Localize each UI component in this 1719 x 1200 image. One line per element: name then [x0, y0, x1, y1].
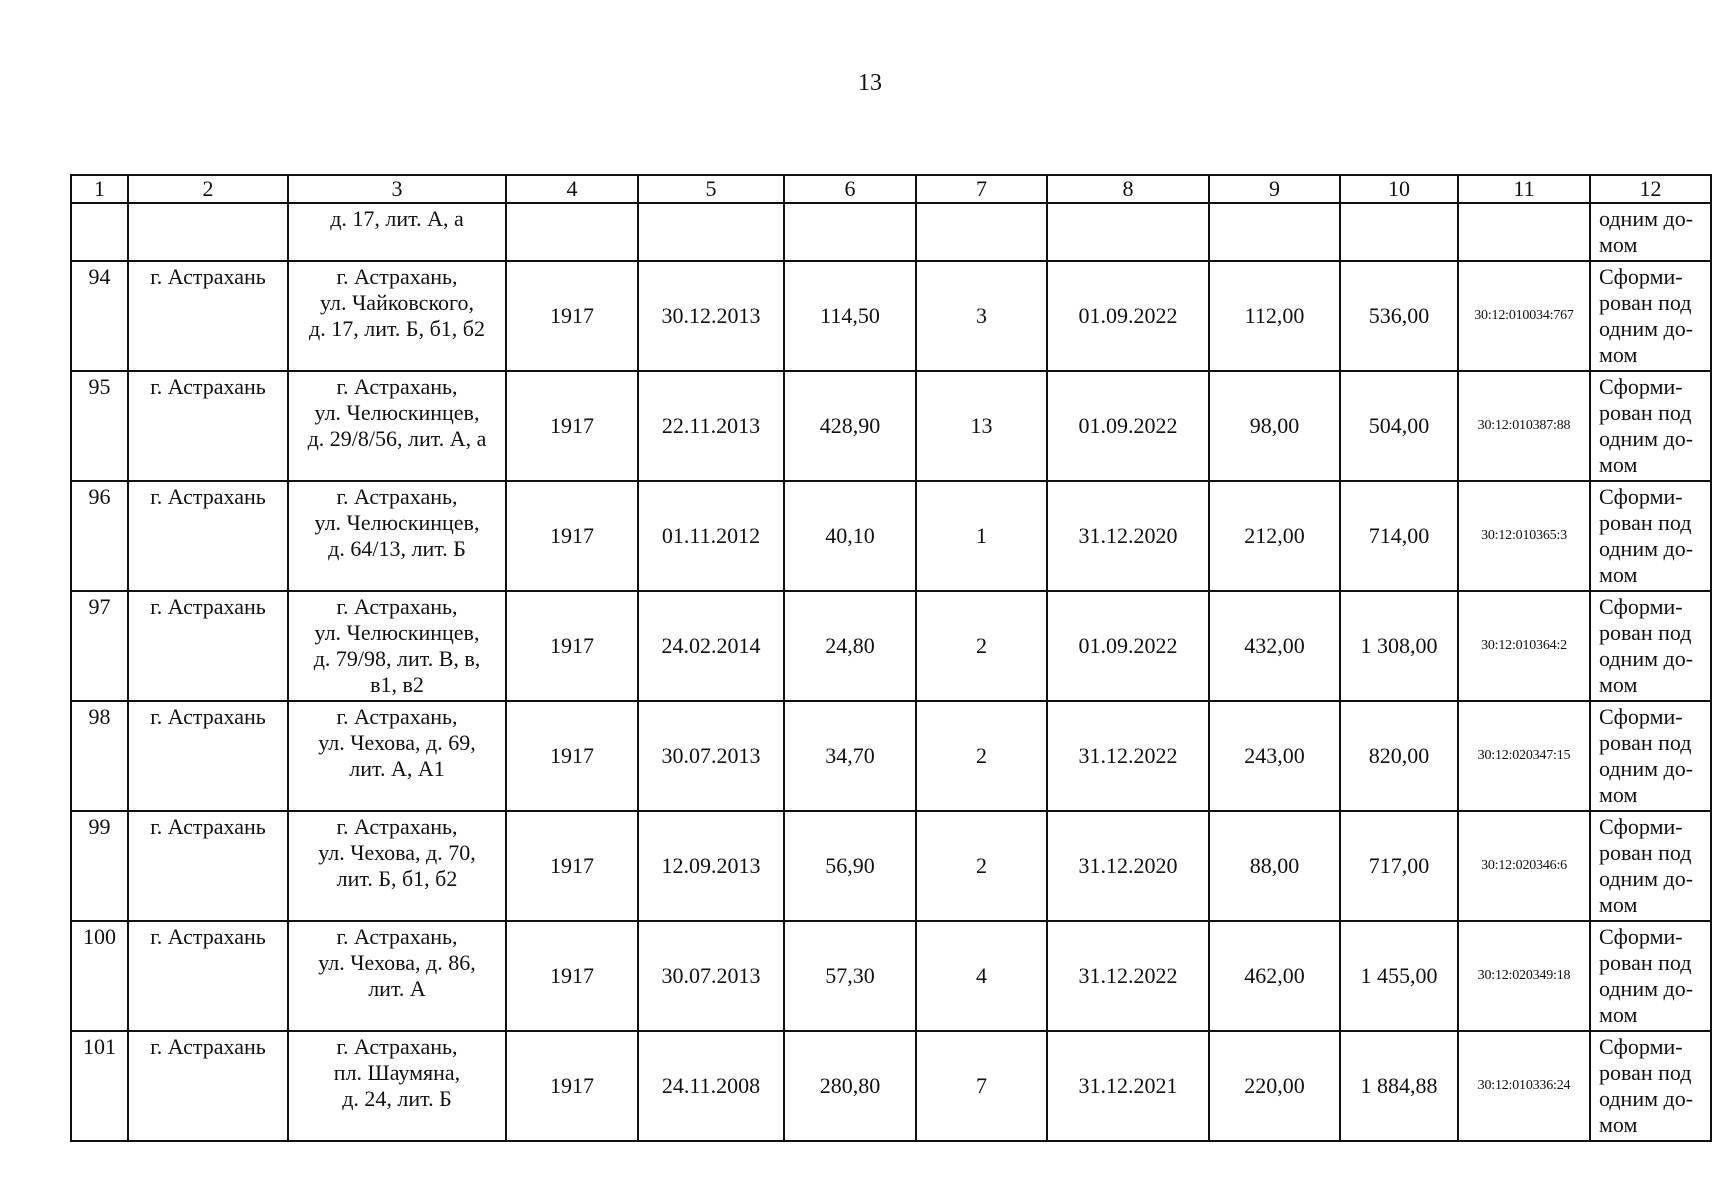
- cell-note: [1590, 591, 1711, 701]
- cell-col9: 243,00: [1209, 701, 1340, 811]
- cell-date: 24.02.2014: [638, 591, 784, 701]
- column-header: 6: [784, 175, 916, 203]
- address-line: ул. Чайковского,: [320, 290, 474, 315]
- registry-table: [70, 174, 1712, 1142]
- address-line: д. 64/13, лит. Б: [328, 536, 466, 561]
- cell-count: 2: [916, 591, 1047, 701]
- cell-city: г. Астрахань: [128, 811, 288, 921]
- cell-col10: 1 308,00: [1340, 591, 1458, 701]
- address-line: лит. А: [368, 976, 426, 1001]
- cell-deadline: 01.09.2022: [1047, 261, 1209, 371]
- column-header: 2: [128, 175, 288, 203]
- cell-cadastral: 30:12:020347:15: [1458, 701, 1590, 811]
- note-line: Сформи-: [1599, 484, 1683, 509]
- cell-year: 1917: [506, 261, 638, 371]
- cell-address: [288, 591, 506, 701]
- note-line: одним до-: [1599, 756, 1694, 781]
- cell-deadline: 31.12.2022: [1047, 701, 1209, 811]
- cell-address: [288, 921, 506, 1031]
- table-row: [71, 701, 1711, 811]
- cell-year: 1917: [506, 371, 638, 481]
- note-line: мом: [1599, 1002, 1638, 1027]
- cell-cadastral: 30:12:010336:24: [1458, 1031, 1590, 1141]
- cell-col10: 717,00: [1340, 811, 1458, 921]
- cell-deadline: 01.09.2022: [1047, 371, 1209, 481]
- cell-date: 30.07.2013: [638, 921, 784, 1031]
- cell-num: 101: [71, 1031, 128, 1141]
- address-line: лит. Б, б1, б2: [336, 866, 458, 891]
- address-line: г. Астрахань,: [336, 594, 458, 619]
- cell-note: [1590, 811, 1711, 921]
- cell-col9: 462,00: [1209, 921, 1340, 1031]
- cell-date: 30.12.2013: [638, 261, 784, 371]
- cell-cadastral: 30:12:020349:18: [1458, 921, 1590, 1031]
- note-line: мом: [1599, 232, 1638, 257]
- cell-address: д. 17, лит. А, а: [288, 203, 506, 261]
- cell-note: [1590, 261, 1711, 371]
- column-header: 7: [916, 175, 1047, 203]
- cell-col9: 88,00: [1209, 811, 1340, 921]
- note-line: одним до-: [1599, 426, 1694, 451]
- cell-year: 1917: [506, 591, 638, 701]
- address-line: д. 79/98, лит. В, в,: [313, 646, 481, 671]
- cell-note: [1590, 371, 1711, 481]
- note-line: Сформи-: [1599, 814, 1683, 839]
- cell-date: 30.07.2013: [638, 701, 784, 811]
- cell-year: 1917: [506, 921, 638, 1031]
- cell-col9: 220,00: [1209, 1031, 1340, 1141]
- continuation-row: [71, 203, 1711, 261]
- cell-city: г. Астрахань: [128, 701, 288, 811]
- cell-cadastral: 30:12:010364:2: [1458, 591, 1590, 701]
- cell-col9: 98,00: [1209, 371, 1340, 481]
- table-row: [71, 371, 1711, 481]
- note-line: одним до-: [1599, 536, 1694, 561]
- cell-date: [638, 203, 784, 261]
- cell-num: [71, 203, 128, 261]
- address-line: г. Астрахань,: [336, 374, 458, 399]
- cell-count: 4: [916, 921, 1047, 1031]
- note-line: рован под: [1599, 950, 1692, 975]
- note-line: рован под: [1599, 400, 1692, 425]
- cell-num: 98: [71, 701, 128, 811]
- address-line: д. 29/8/56, лит. А, а: [307, 426, 487, 451]
- cell-year: 1917: [506, 481, 638, 591]
- cell-address: [288, 261, 506, 371]
- note-line: мом: [1599, 1112, 1638, 1137]
- cell-count: 1: [916, 481, 1047, 591]
- cell-col9: 432,00: [1209, 591, 1340, 701]
- note-line: мом: [1599, 892, 1638, 917]
- cell-col10: 504,00: [1340, 371, 1458, 481]
- cell-note: [1590, 701, 1711, 811]
- cell-num: 97: [71, 591, 128, 701]
- address-line: г. Астрахань,: [336, 814, 458, 839]
- cell-cadastral: 30:12:010387:88: [1458, 371, 1590, 481]
- note-line: Сформи-: [1599, 704, 1683, 729]
- cell-area: 34,70: [784, 701, 916, 811]
- column-header: 5: [638, 175, 784, 203]
- cell-address: [288, 371, 506, 481]
- cell-deadline: 31.12.2020: [1047, 481, 1209, 591]
- cell-deadline: 01.09.2022: [1047, 591, 1209, 701]
- cell-deadline: 31.12.2022: [1047, 921, 1209, 1031]
- cell-cadastral: [1458, 203, 1590, 261]
- cell-num: 95: [71, 371, 128, 481]
- cell-area: 24,80: [784, 591, 916, 701]
- note-line: рован под: [1599, 290, 1692, 315]
- cell-col10: 536,00: [1340, 261, 1458, 371]
- address-line: пл. Шаумяна,: [333, 1060, 461, 1085]
- note-line: рован под: [1599, 730, 1692, 755]
- column-header: 8: [1047, 175, 1209, 203]
- cell-col10: 1 455,00: [1340, 921, 1458, 1031]
- column-header: 10: [1340, 175, 1458, 203]
- cell-year: 1917: [506, 811, 638, 921]
- note-line: Сформи-: [1599, 1034, 1683, 1059]
- cell-deadline: 31.12.2021: [1047, 1031, 1209, 1141]
- table-row: [71, 481, 1711, 591]
- cell-city: г. Астрахань: [128, 481, 288, 591]
- cell-col9: [1209, 203, 1340, 261]
- cell-num: 94: [71, 261, 128, 371]
- address-line: лит. А, А1: [349, 756, 445, 781]
- cell-note: [1590, 481, 1711, 591]
- note-line: одним до-: [1599, 1086, 1694, 1111]
- column-header: 9: [1209, 175, 1340, 203]
- note-line: мом: [1599, 782, 1638, 807]
- note-line: Сформи-: [1599, 594, 1683, 619]
- cell-note: [1590, 203, 1711, 261]
- cell-col10: [1340, 203, 1458, 261]
- cell-cadastral: 30:12:010365:3: [1458, 481, 1590, 591]
- cell-area: 428,90: [784, 371, 916, 481]
- address-line: д. 24, лит. Б: [342, 1086, 452, 1111]
- cell-num: 99: [71, 811, 128, 921]
- cell-note: [1590, 921, 1711, 1031]
- table-row: [71, 591, 1711, 701]
- note-line: мом: [1599, 562, 1638, 587]
- cell-area: 40,10: [784, 481, 916, 591]
- column-header: 1: [71, 175, 128, 203]
- cell-city: г. Астрахань: [128, 371, 288, 481]
- address-line: ул. Челюскинцев,: [314, 510, 480, 535]
- cell-area: 57,30: [784, 921, 916, 1031]
- note-line: рован под: [1599, 840, 1692, 865]
- note-line: одним до-: [1599, 976, 1694, 1001]
- cell-area: 56,90: [784, 811, 916, 921]
- note-line: одним до-: [1599, 646, 1694, 671]
- cell-date: 01.11.2012: [638, 481, 784, 591]
- cell-note: [1590, 1031, 1711, 1141]
- cell-num: 100: [71, 921, 128, 1031]
- cell-address: [288, 811, 506, 921]
- column-header: 12: [1590, 175, 1711, 203]
- cell-count: 2: [916, 811, 1047, 921]
- cell-cadastral: 30:12:020346:6: [1458, 811, 1590, 921]
- cell-count: 13: [916, 371, 1047, 481]
- address-line: г. Астрахань,: [336, 1034, 458, 1059]
- cell-area: 114,50: [784, 261, 916, 371]
- cell-year: 1917: [506, 1031, 638, 1141]
- cell-col10: 820,00: [1340, 701, 1458, 811]
- cell-deadline: 31.12.2020: [1047, 811, 1209, 921]
- address-line: ул. Чехова, д. 86,: [318, 950, 476, 975]
- cell-date: 12.09.2013: [638, 811, 784, 921]
- table-row: [71, 1031, 1711, 1141]
- cell-col10: 714,00: [1340, 481, 1458, 591]
- cell-date: 24.11.2008: [638, 1031, 784, 1141]
- cell-cadastral: 30:12:010034:767: [1458, 261, 1590, 371]
- cell-city: г. Астрахань: [128, 261, 288, 371]
- note-line: мом: [1599, 342, 1638, 367]
- note-line: одним до-: [1599, 316, 1694, 341]
- cell-col10: 1 884,88: [1340, 1031, 1458, 1141]
- address-line: в1, в2: [370, 672, 424, 697]
- address-line: г. Астрахань,: [336, 924, 458, 949]
- cell-date: 22.11.2013: [638, 371, 784, 481]
- note-line: Сформи-: [1599, 374, 1683, 399]
- cell-num: 96: [71, 481, 128, 591]
- cell-col9: 212,00: [1209, 481, 1340, 591]
- cell-city: г. Астрахань: [128, 1031, 288, 1141]
- cell-area: 280,80: [784, 1031, 916, 1141]
- column-header-row: [71, 175, 1711, 203]
- address-line: г. Астрахань,: [336, 484, 458, 509]
- cell-city: [128, 203, 288, 261]
- address-line: ул. Челюскинцев,: [314, 400, 480, 425]
- note-line: мом: [1599, 452, 1638, 477]
- cell-count: 2: [916, 701, 1047, 811]
- address-line: г. Астрахань,: [336, 264, 458, 289]
- cell-year: 1917: [506, 701, 638, 811]
- cell-address: [288, 701, 506, 811]
- page-number: 13: [858, 70, 882, 96]
- cell-count: 7: [916, 1031, 1047, 1141]
- address-line: ул. Чехова, д. 70,: [318, 840, 476, 865]
- note-line: Сформи-: [1599, 924, 1683, 949]
- column-header: 3: [288, 175, 506, 203]
- table-row: [71, 261, 1711, 371]
- cell-city: г. Астрахань: [128, 591, 288, 701]
- column-header: 4: [506, 175, 638, 203]
- cell-deadline: [1047, 203, 1209, 261]
- cell-count: 3: [916, 261, 1047, 371]
- note-line: одним до-: [1599, 866, 1694, 891]
- note-line: Сформи-: [1599, 264, 1683, 289]
- cell-address: [288, 1031, 506, 1141]
- address-line: ул. Чехова, д. 69,: [318, 730, 476, 755]
- cell-area: [784, 203, 916, 261]
- note-line: одним до-: [1599, 206, 1694, 231]
- cell-col9: 112,00: [1209, 261, 1340, 371]
- address-line: ул. Челюскинцев,: [314, 620, 480, 645]
- column-header: 11: [1458, 175, 1590, 203]
- table-row: [71, 811, 1711, 921]
- cell-city: г. Астрахань: [128, 921, 288, 1031]
- cell-address: [288, 481, 506, 591]
- note-line: рован под: [1599, 510, 1692, 535]
- address-line: д. 17, лит. Б, б1, б2: [309, 316, 485, 341]
- table-row: [71, 921, 1711, 1031]
- address-line: г. Астрахань,: [336, 704, 458, 729]
- note-line: рован под: [1599, 620, 1692, 645]
- note-line: рован под: [1599, 1060, 1692, 1085]
- cell-year: [506, 203, 638, 261]
- note-line: мом: [1599, 672, 1638, 697]
- cell-count: [916, 203, 1047, 261]
